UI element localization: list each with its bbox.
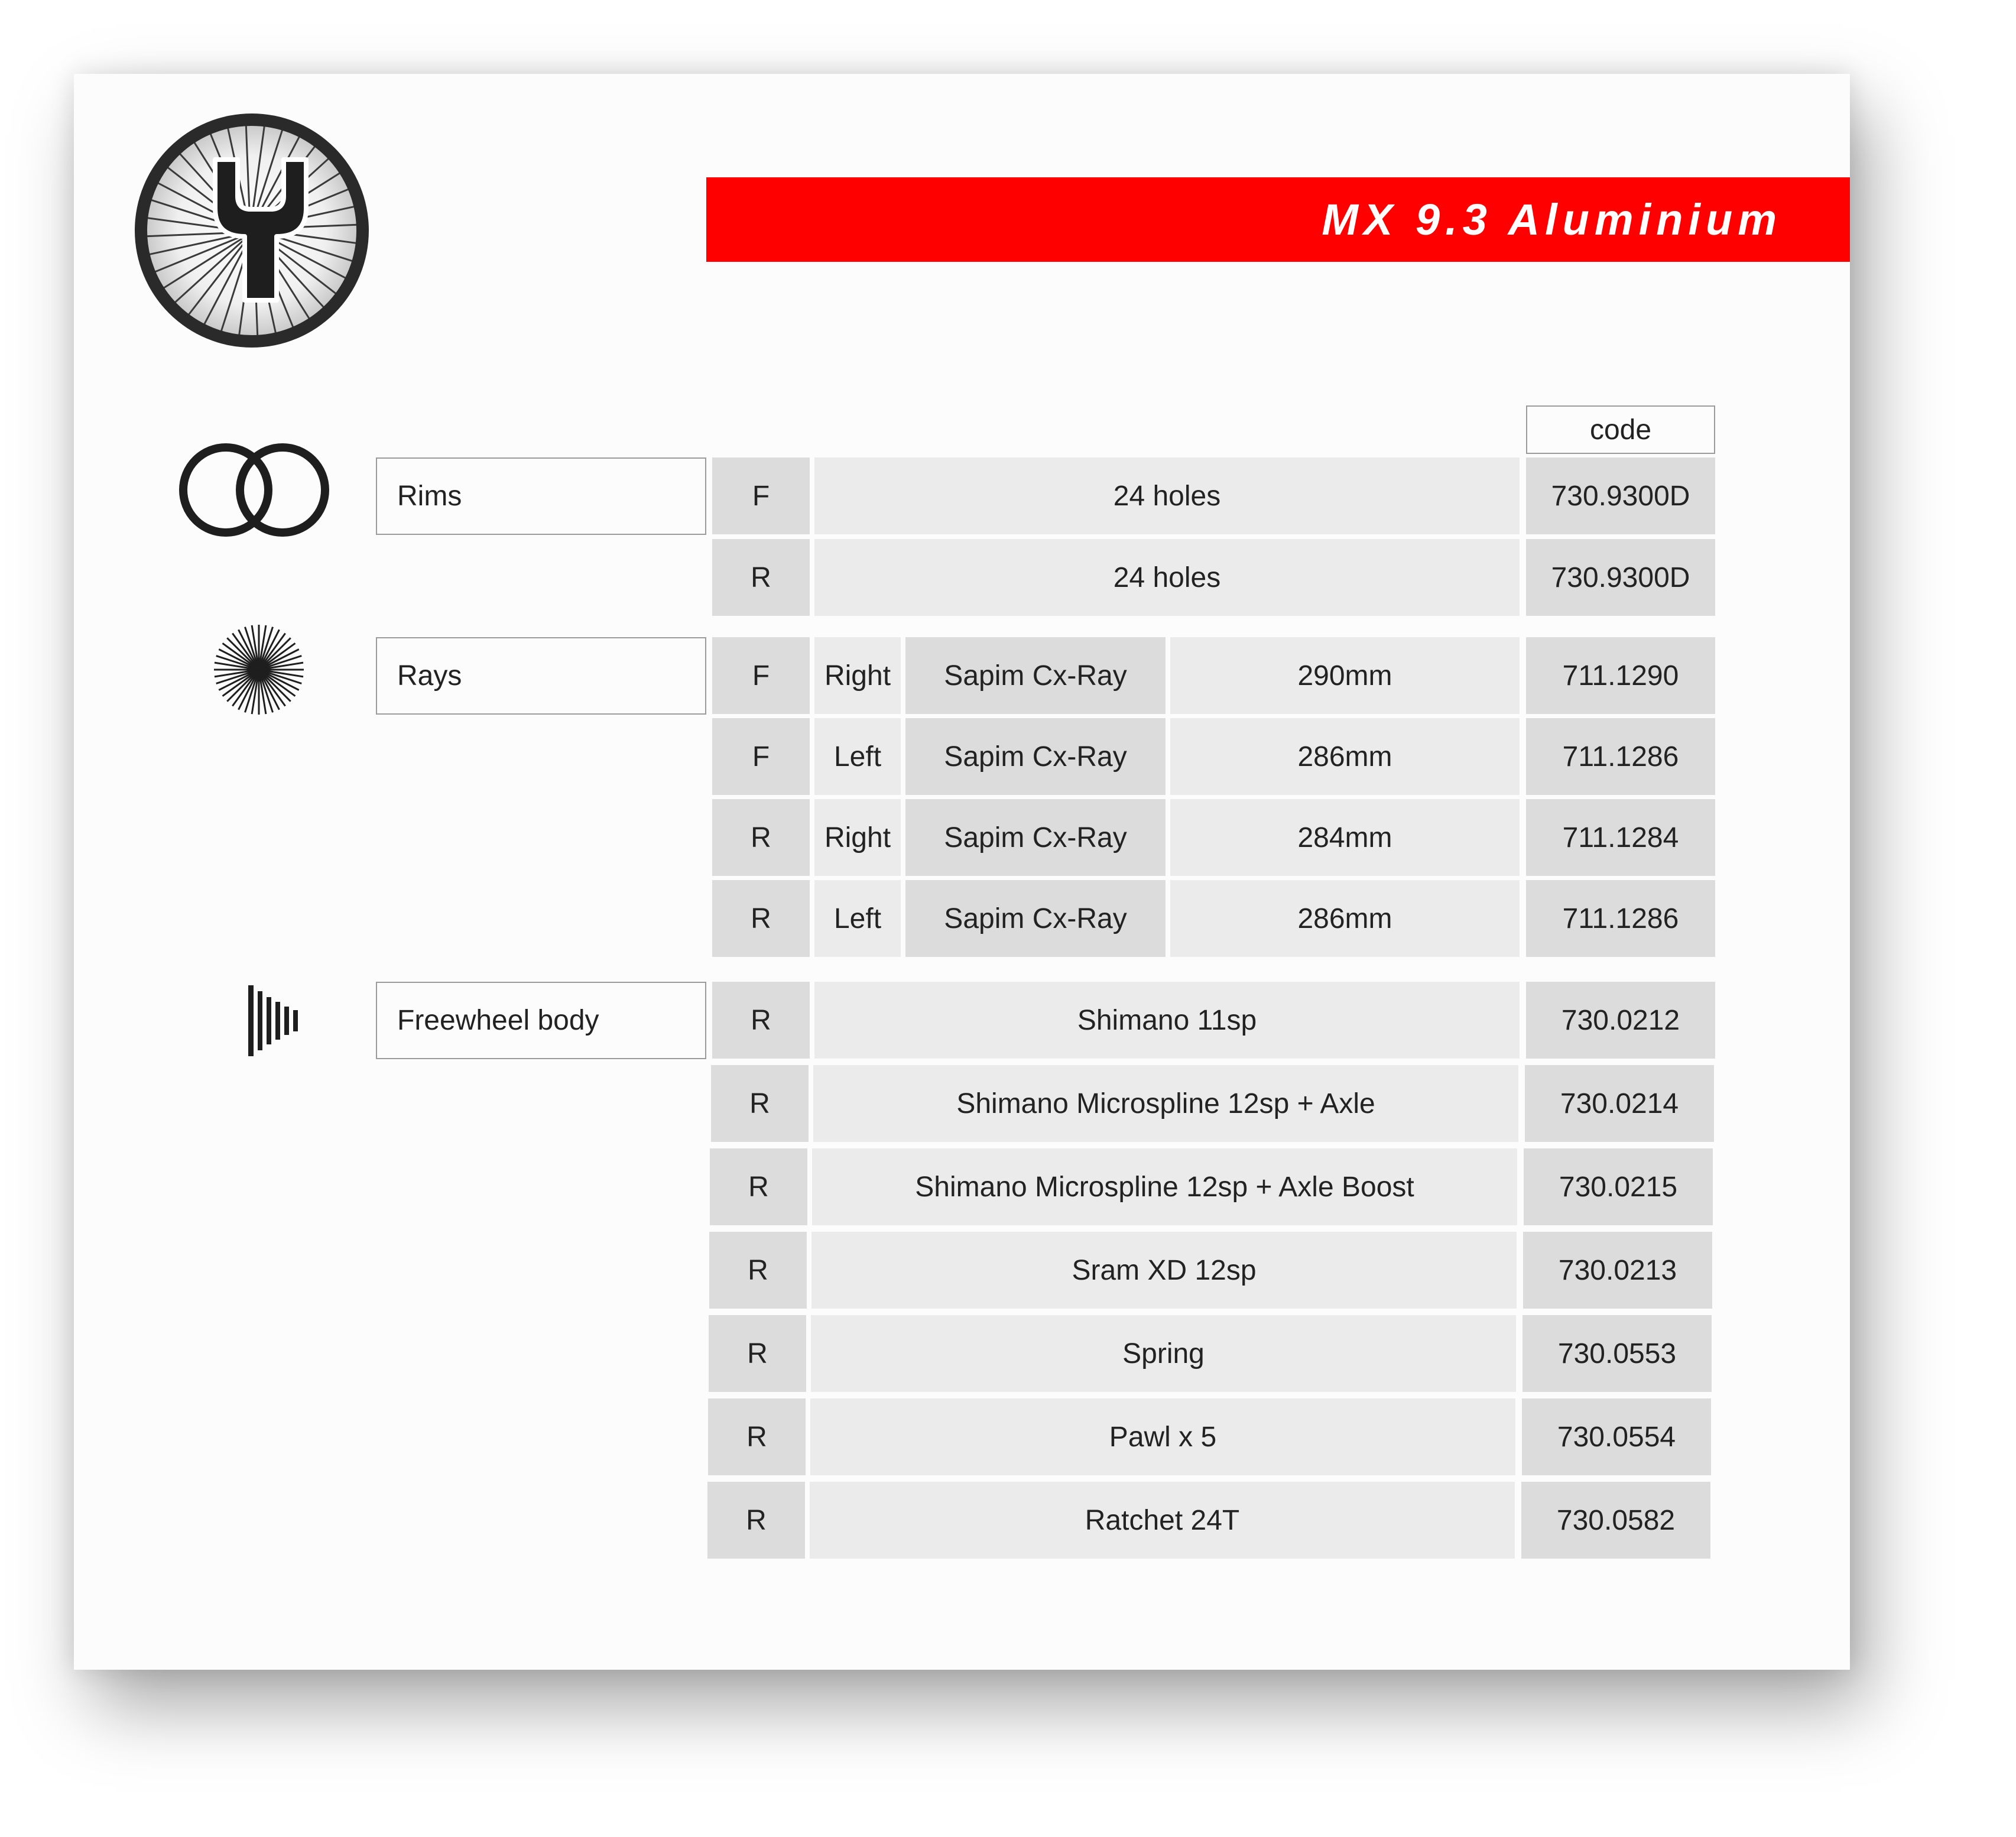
side-cell: R xyxy=(709,1232,807,1309)
side-cell: F xyxy=(712,718,810,795)
code-cell: 730.9300D xyxy=(1526,457,1715,534)
description-cell: Shimano Microspline 12sp + Axle Boost xyxy=(812,1148,1517,1225)
section-label-freewheel: Freewheel body xyxy=(376,982,706,1059)
rims-icon xyxy=(177,440,331,540)
code-cell: 730.0214 xyxy=(1525,1065,1714,1142)
title-banner xyxy=(706,177,1850,262)
side-cell: R xyxy=(712,539,810,616)
code-cell: 730.0215 xyxy=(1524,1148,1713,1225)
code-cell: 711.1286 xyxy=(1526,718,1715,795)
description-cell: Pawl x 5 xyxy=(810,1398,1515,1475)
length-cell: 290mm xyxy=(1170,637,1520,714)
code-cell: 711.1290 xyxy=(1526,637,1715,714)
code-column-header: code xyxy=(1526,405,1715,454)
description-cell: 24 holes xyxy=(814,457,1520,534)
description-cell: Shimano Microspline 12sp + Axle xyxy=(813,1065,1518,1142)
position-cell: Left xyxy=(814,718,901,795)
side-cell: R xyxy=(708,1398,806,1475)
description-cell: Shimano 11sp xyxy=(814,982,1520,1059)
code-cell: 730.9300D xyxy=(1526,539,1715,616)
position-cell: Right xyxy=(814,637,901,714)
length-cell: 286mm xyxy=(1170,718,1520,795)
model-cell: Sapim Cx-Ray xyxy=(905,799,1166,876)
freewheel-body-icon xyxy=(247,984,300,1057)
side-cell: F xyxy=(712,637,810,714)
side-cell: R xyxy=(709,1315,806,1392)
side-cell: R xyxy=(712,982,810,1059)
model-cell: Sapim Cx-Ray xyxy=(905,718,1166,795)
side-cell: R xyxy=(712,799,810,876)
code-cell: 711.1284 xyxy=(1526,799,1715,876)
description-cell: Ratchet 24T xyxy=(810,1482,1515,1559)
code-cell: 730.0212 xyxy=(1526,982,1715,1059)
code-cell: 730.0554 xyxy=(1522,1398,1711,1475)
code-cell: 730.0582 xyxy=(1521,1482,1710,1559)
product-title: MX 9.3 Aluminium xyxy=(1322,195,1782,244)
side-cell: R xyxy=(712,880,810,957)
position-cell: Right xyxy=(814,799,901,876)
side-cell: R xyxy=(711,1065,809,1142)
length-cell: 284mm xyxy=(1170,799,1520,876)
description-cell: Spring xyxy=(811,1315,1516,1392)
description-cell: Sram XD 12sp xyxy=(811,1232,1517,1309)
spokes-icon xyxy=(213,624,305,716)
section-label-rims: Rims xyxy=(376,457,706,535)
position-cell: Left xyxy=(814,880,901,957)
code-cell: 711.1286 xyxy=(1526,880,1715,957)
code-cell: 730.0553 xyxy=(1522,1315,1712,1392)
model-cell: Sapim Cx-Ray xyxy=(905,880,1166,957)
code-cell: 730.0213 xyxy=(1523,1232,1712,1309)
wheel-wrench-icon xyxy=(129,108,375,353)
section-label-rays: Rays xyxy=(376,637,706,715)
side-cell: R xyxy=(710,1148,807,1225)
model-cell: Sapim Cx-Ray xyxy=(905,637,1166,714)
length-cell: 286mm xyxy=(1170,880,1520,957)
side-cell: R xyxy=(707,1482,805,1559)
side-cell: F xyxy=(712,457,810,534)
description-cell: 24 holes xyxy=(814,539,1520,616)
